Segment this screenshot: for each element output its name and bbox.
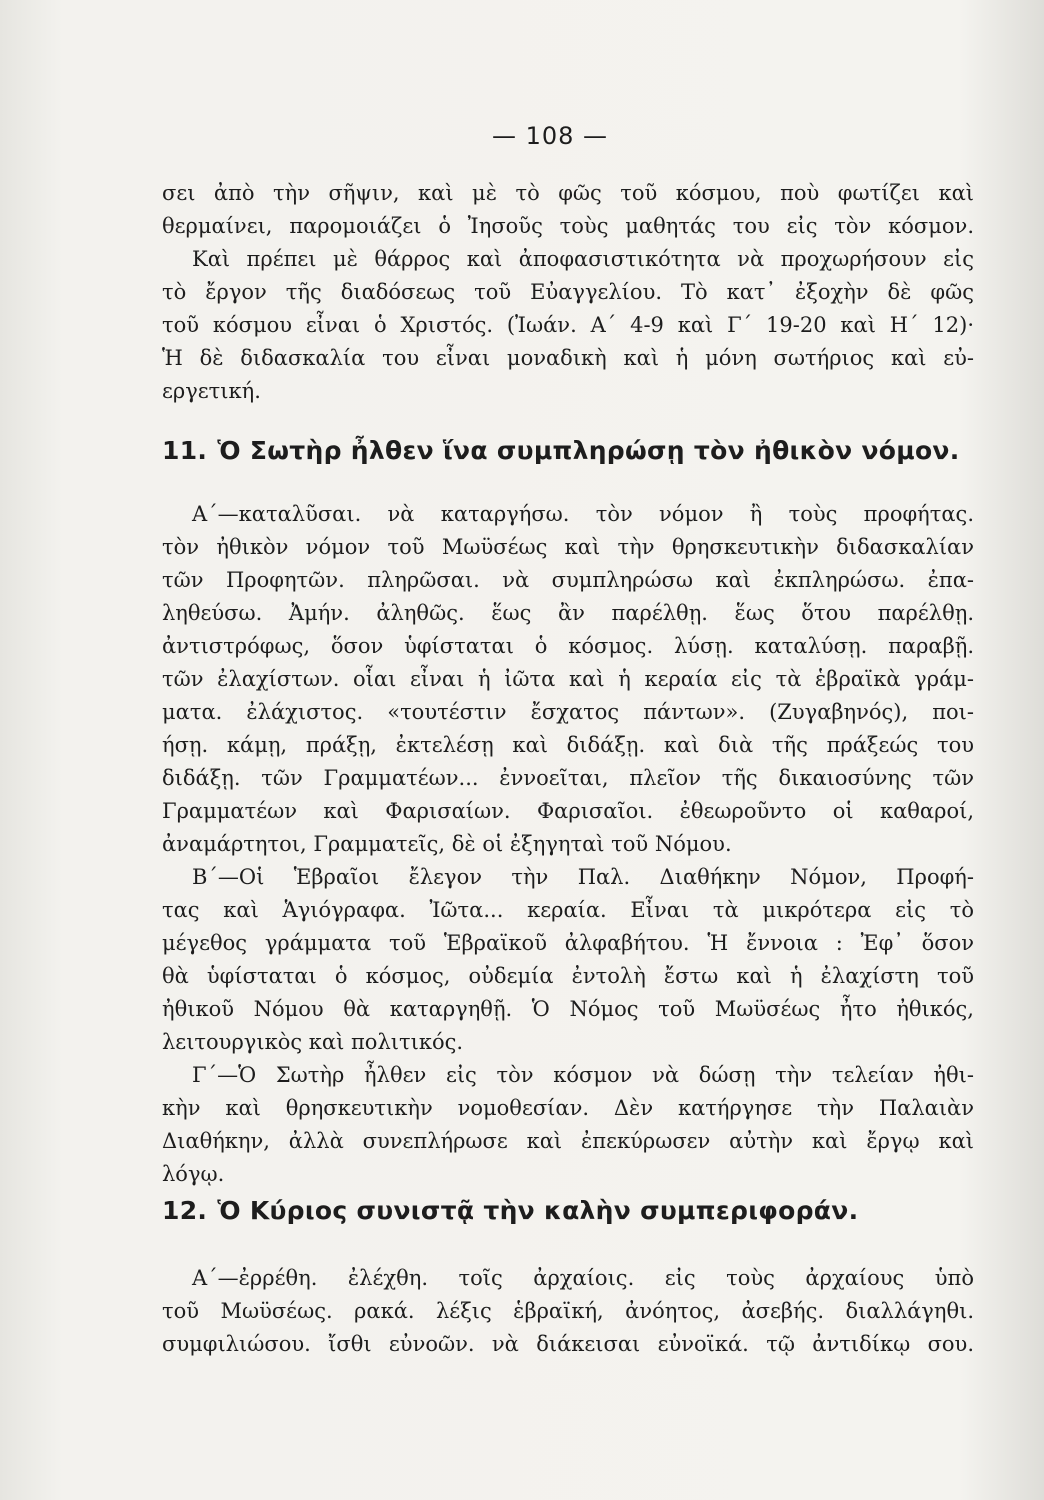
- text-line: κὴν καὶ θρησκευτικὴν νομοθεσίαν. Δὲν κατήργησε τὴν Παλαιὰν: [162, 1096, 974, 1120]
- text-line: θερμαίνει, παρομοιάζει ὁ Ἰησοῦς τοὺς μαθητάς του εἰς τὸν κόσμον.: [162, 214, 974, 238]
- text-line: τὸ ἔργον τῆς διαδόσεως τοῦ Εὐαγγελίου. Τὸ κατ᾽ ἐξοχὴν δὲ φῶς: [162, 280, 974, 304]
- text-line: συμφιλιώσου. ἴσθι εὐνοῶν. νὰ διάκεισαι εὐνοϊκά. τῷ ἀντιδίκῳ σου.: [162, 1332, 974, 1356]
- text-line: ληθεύσω. Ἀμήν. ἀληθῶς. ἕως ἂν παρέλθῃ. ἕως ὅτου παρέλθῃ.: [162, 601, 974, 625]
- text-line: ἀντιστρόφως, ὅσον ὑφίσταται ὁ κόσμος. λύσῃ. καταλύσῃ. παραβῇ.: [162, 634, 974, 658]
- section-title: Ὁ Σωτὴρ ἦλθεν ἵνα συμπληρώσῃ τὸν ἠθικὸν νόμον.: [217, 436, 960, 465]
- text-line: τὸν ἠθικὸν νόμον τοῦ Μωϋσέως καὶ τὴν θρησκευτικὴν διδασκαλίαν: [162, 535, 974, 559]
- section-heading-11: [162, 436, 992, 465]
- text-line: ήσῃ. κάμῃ, πράξῃ, ἐκτελέσῃ καὶ διδάξῃ. καὶ διὰ τῆς πράξεώς του: [162, 733, 974, 757]
- section-title: Ὁ Κύριος συνιστᾷ τὴν καλὴν συμπεριφοράν.: [217, 1196, 859, 1225]
- text-line: τας καὶ Ἁγιόγραφα. Ἰῶτα... κεραία. Εἶναι τὰ μικρότερα εἰς τὸ: [162, 898, 974, 922]
- paragraph-5: [162, 1262, 974, 1361]
- text-line: Γραμματέων καὶ Φαρισαίων. Φαρισαῖοι. ἐθεωροῦντο οἱ καθαροί,: [162, 799, 974, 823]
- text-line: ἠθικοῦ Νόμου θὰ καταργηθῇ. Ὁ Νόμος τοῦ Μωϋσέως ἦτο ἠθικός,: [162, 997, 974, 1021]
- text-line: Ἡ δὲ διδασκαλία του εἶναι μοναδικὴ καὶ ἡ μόνη σωτήριος καὶ εὐ-: [162, 346, 974, 370]
- text-line: τοῦ Μωϋσέως. ρακά. λέξις ἑβραϊκή, ἀνόητος, ἀσεβής. διαλλάγηθι.: [162, 1299, 974, 1323]
- text-line: εργετική.: [162, 379, 261, 403]
- section-number: 11.: [162, 436, 208, 465]
- text-line: τῶν Προφητῶν. πληρῶσαι. νὰ συμπληρώσω καὶ ἐκπληρώσω. ἐπα-: [162, 568, 974, 592]
- text-line: ματα. ἐλάχιστος. «τουτέστιν ἔσχατος πάντων». (Ζυγαβηνός), ποι-: [162, 700, 974, 724]
- text-line: ἀναμάρτητοι, Γραμματεῖς, δὲ οἱ ἐξηγηταὶ τοῦ Νόμου.: [162, 832, 732, 856]
- text-line: λειτουργικὸς καὶ πολιτικός.: [162, 1030, 464, 1054]
- text-line: Γ΄—Ὁ Σωτὴρ ἦλθεν εἰς τὸν κόσμον νὰ δώσῃ τὴν τελείαν ἠθι-: [192, 1063, 974, 1087]
- section-number: 12.: [162, 1196, 208, 1225]
- text-line: τοῦ κόσμου εἶναι ὁ Χριστός. (Ἰωάν. Α΄ 4-9 καὶ Γ΄ 19-20 καὶ Η΄ 12)·: [162, 313, 974, 337]
- text-line: τῶν ἐλαχίστων. οἷαι εἶναι ἡ ἰῶτα καὶ ἡ κεραία εἰς τὰ ἑβραϊκὰ γράμ-: [162, 667, 974, 691]
- section-heading-12: [162, 1196, 992, 1225]
- text-line: θὰ ὑφίσταται ὁ κόσμος, οὐδεμία ἐντολὴ ἔστω καὶ ἡ ἐλαχίστη τοῦ: [162, 964, 974, 988]
- text-line: Β΄—Οἱ Ἑβραῖοι ἔλεγον τὴν Παλ. Διαθήκην Νόμον, Προφή-: [192, 865, 974, 889]
- text-line: μέγεθος γράμματα τοῦ Ἑβραϊκοῦ ἀλφαβήτου. Ἡ ἔννοια : Ἐφ᾽ ὅσον: [162, 931, 974, 955]
- text-line: Καὶ πρέπει μὲ θάρρος καὶ ἀποφασιστικότητα νὰ προχωρήσουν εἰς: [192, 247, 974, 271]
- text-line: Α΄—ἐρρέθη. ἐλέχθη. τοῖς ἀρχαίοις. εἰς τοὺς ἀρχαίους ὑπὸ: [192, 1266, 974, 1290]
- page-number: — 108 —: [491, 122, 609, 150]
- text-line: Α΄—καταλῦσαι. νὰ καταργήσω. τὸν νόμον ἢ τοὺς προφήτας.: [192, 502, 974, 526]
- text-line: λόγῳ.: [162, 1162, 225, 1186]
- paragraph-2: [162, 498, 974, 1191]
- text-line: Διαθήκην, ἀλλὰ συνεπλήρωσε καὶ ἐπεκύρωσεν αὐτὴν καὶ ἔργῳ καὶ: [162, 1129, 974, 1153]
- text-line: διδάξῃ. τῶν Γραμματέων... ἐννοεῖται, πλεῖον τῆς δικαιοσύνης τῶν: [162, 766, 974, 790]
- paragraph-1: [162, 177, 974, 408]
- text-line: σει ἀπὸ τὴν σῆψιν, καὶ μὲ τὸ φῶς τοῦ κόσμου, ποὺ φωτίζει καὶ: [162, 181, 974, 205]
